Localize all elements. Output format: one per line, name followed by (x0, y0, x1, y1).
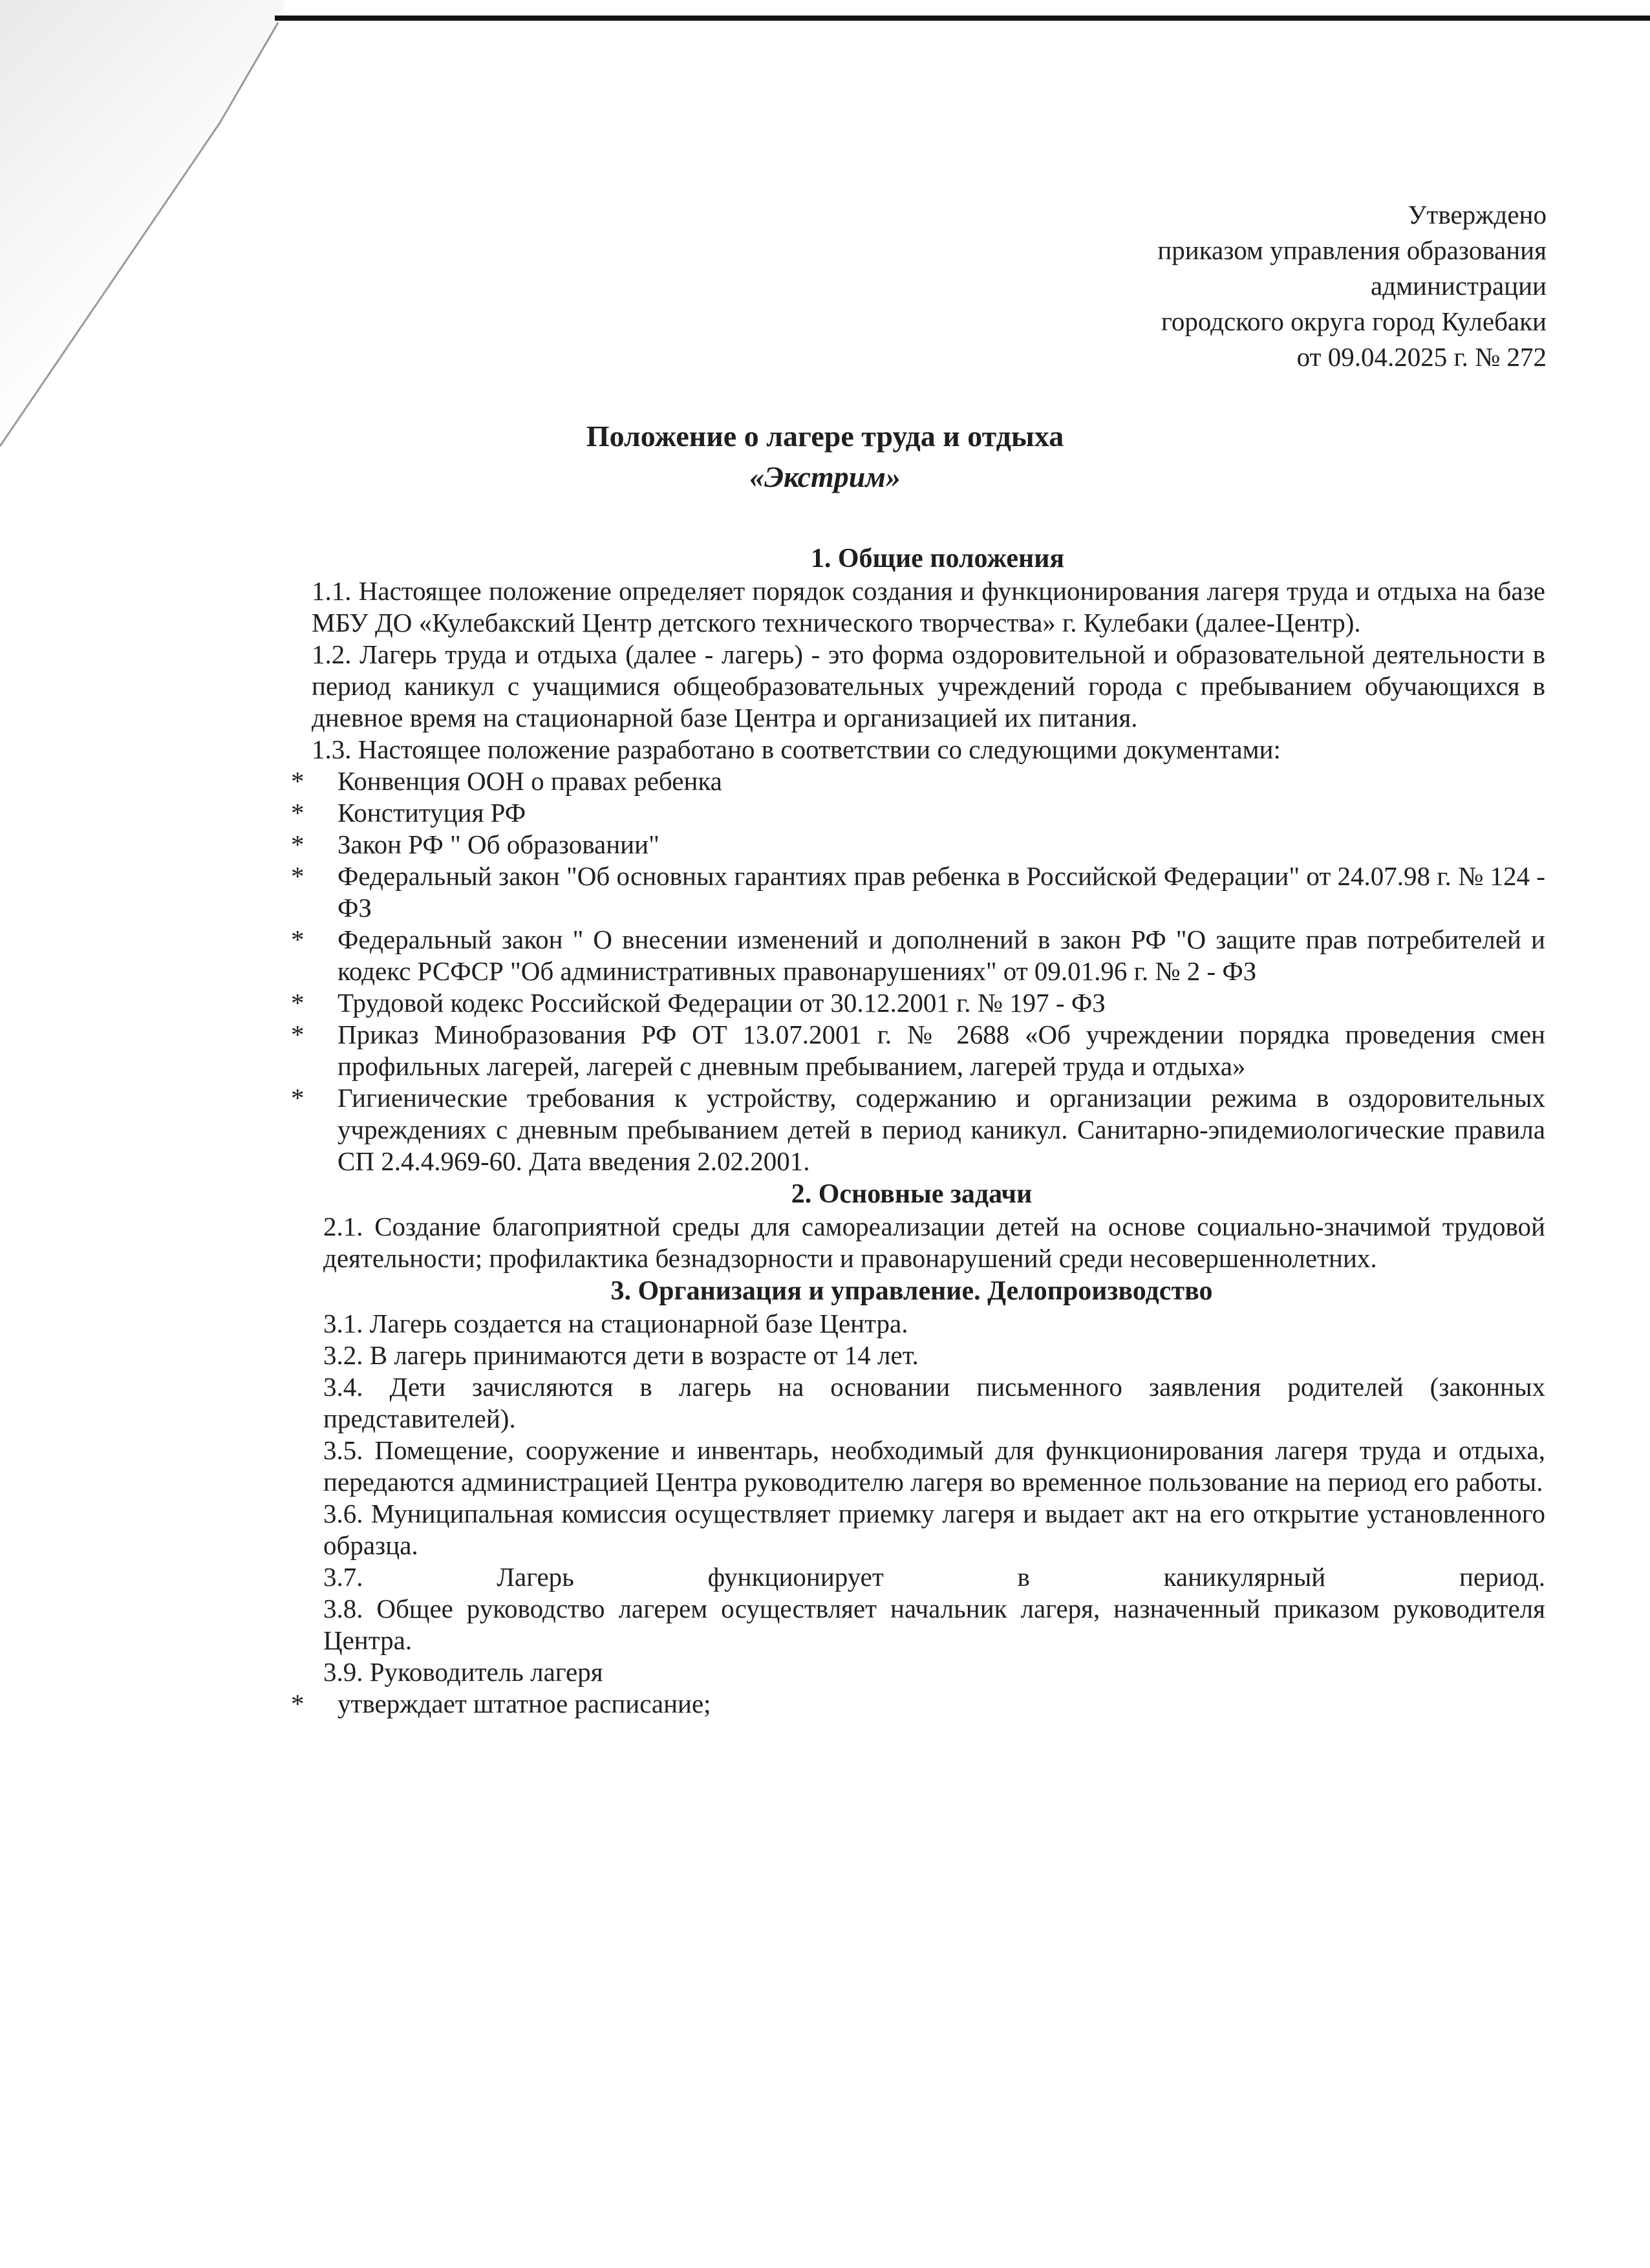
list-item (278, 829, 1545, 861)
paragraph-3-4: 3.4. Дети зачисляются в лагерь на основании письменного заявления родителей (законных представителей). (323, 1372, 1545, 1433)
bullet-star: * (291, 925, 305, 954)
bullet-star: * (291, 1020, 305, 1049)
list-item (278, 1019, 1545, 1082)
section-heading-tasks: 2. Основные задачи (791, 1179, 1033, 1209)
list-item (278, 1082, 1545, 1177)
list-item (278, 987, 1545, 1019)
approval-line: администрации (1371, 271, 1547, 301)
list-item-text: утверждает штатное расписание; (338, 1689, 711, 1718)
paragraph-1-3: 1.3. Настоящее положение разработано в соответствии со следующими документами: (312, 734, 1281, 764)
paragraph-3-1: 3.1. Лагерь создается на стационарной базе Центра. (323, 1309, 908, 1338)
list-item-text: Конституция РФ (338, 798, 526, 828)
approval-line: приказом управления образования (1157, 235, 1547, 265)
bullet-star: * (291, 829, 305, 859)
approval-stamp (835, 197, 1547, 375)
paragraph-1-2: 1.2. Лагерь труда и отдыха (далее - лагерь) - это форма оздоровительной и образовательной деятельности в период каникул с учащимися общеобразовательных учреждений города с пребыванием обучающихся в дневное время на стационарной базе Центра и организацией их питания. (312, 639, 1545, 733)
paragraph-3-2: 3.2. В лагерь принимаются дети в возрасте от 14 лет. (323, 1340, 919, 1370)
approval-line: от 09.04.2025 г. № 272 (1296, 342, 1547, 372)
word: в (1017, 1562, 1030, 1592)
title-subtitle: «Экстрим» (749, 460, 901, 493)
list-item (278, 861, 1545, 924)
list-item-text: Федеральный закон "Об основных гарантиях прав ребенка в Российской Федерации" от 24.07.98 г. № 124 - ФЗ (338, 861, 1545, 923)
approval-line: городского округа город Кулебаки (1161, 306, 1547, 336)
list-item-text: Трудовой кодекс Российской Федерации от 30.12.2001 г. № 197 - ФЗ (338, 988, 1106, 1018)
list-item-text: Закон РФ " Об образовании" (338, 829, 659, 859)
bullet-star: * (291, 1083, 305, 1113)
list-item-text: Гигиенические требования к устройству, содержанию и организации режима в оздоровительных учреждениях с дневным пребыванием детей в период каникул. Санитарно-эпидемиологические правила СП 2.4.4.969-60. Дата введения 2.02.2001. (338, 1083, 1545, 1176)
paragraph-3-8: 3.8. Общее руководство лагерем осуществляет начальник лагеря, назначенный приказом руководителя Центра. (323, 1594, 1545, 1655)
list-item (278, 765, 1545, 797)
title-main: Положение о лагере труда и отдыха (586, 420, 1064, 453)
bullet-star: * (291, 798, 305, 828)
list-item-text: Приказ Минобразования РФ ОТ 13.07.2001 г. № 2688 «Об учреждении порядка проведения смен профильных лагерей, лагерей с дневным пребыванием, лагерей труда и отдыха» (338, 1020, 1545, 1081)
paragraph-3-5: 3.5. Помещение, сооружение и инвентарь, необходимый для функционирования лагеря труда и отдыха, передаются администрацией Центра руководителю лагеря во временное пользование на период его работы. (323, 1435, 1545, 1497)
bullet-star: * (291, 988, 305, 1018)
word: каникулярный (1163, 1562, 1326, 1592)
bullet-star: * (291, 1689, 305, 1718)
list-item (278, 797, 1545, 829)
duties-list (278, 1688, 1545, 1720)
bullet-star: * (291, 766, 305, 796)
approval-line: Утверждено (1408, 200, 1547, 230)
documents-list (278, 765, 1545, 1177)
word: функционирует (707, 1562, 884, 1592)
word: 3.7. (323, 1562, 363, 1592)
section-heading-organization: 3. Организация и управление. Делопроизводство (610, 1276, 1213, 1306)
document-title (0, 416, 1650, 497)
list-item-text: Конвенция ООН о правах ребенка (338, 766, 722, 796)
list-item (278, 924, 1545, 987)
list-item (278, 1688, 1545, 1720)
paragraph-1-1: 1.1. Настоящее положение определяет порядок создания и функционирования лагеря труда и отдыха на базе МБУ ДО «Кулебакский Центр детского технического творчества» г. Кулебаки (далее-Центр). (312, 576, 1545, 637)
list-item-text: Федеральный закон " О внесении изменений и дополнений в закон РФ "О защите прав потребителей и кодекс РСФСР "Об административных правонарушениях" от 09.01.96 г. № 2 - ФЗ (338, 925, 1545, 986)
paragraph-3-6: 3.6. Муниципальная комиссия осуществляет приемку лагеря и выдает акт на его открытие установленного образца. (323, 1499, 1545, 1560)
section-heading-general: 1. Общие положения (810, 544, 1065, 573)
paragraph-2-1: 2.1. Создание благоприятной среды для самореализации детей на основе социально-значимой трудовой деятельности; профилактика безнадзорности и правонарушений среди несовершеннолетних. (323, 1212, 1545, 1273)
paragraph-3-9: 3.9. Руководитель лагеря (323, 1657, 603, 1687)
word: период. (1459, 1562, 1545, 1592)
word: Лагерь (497, 1562, 574, 1592)
document-body (278, 542, 1545, 1720)
paragraph-3-7 (278, 1561, 1545, 1593)
bullet-star: * (291, 861, 305, 891)
